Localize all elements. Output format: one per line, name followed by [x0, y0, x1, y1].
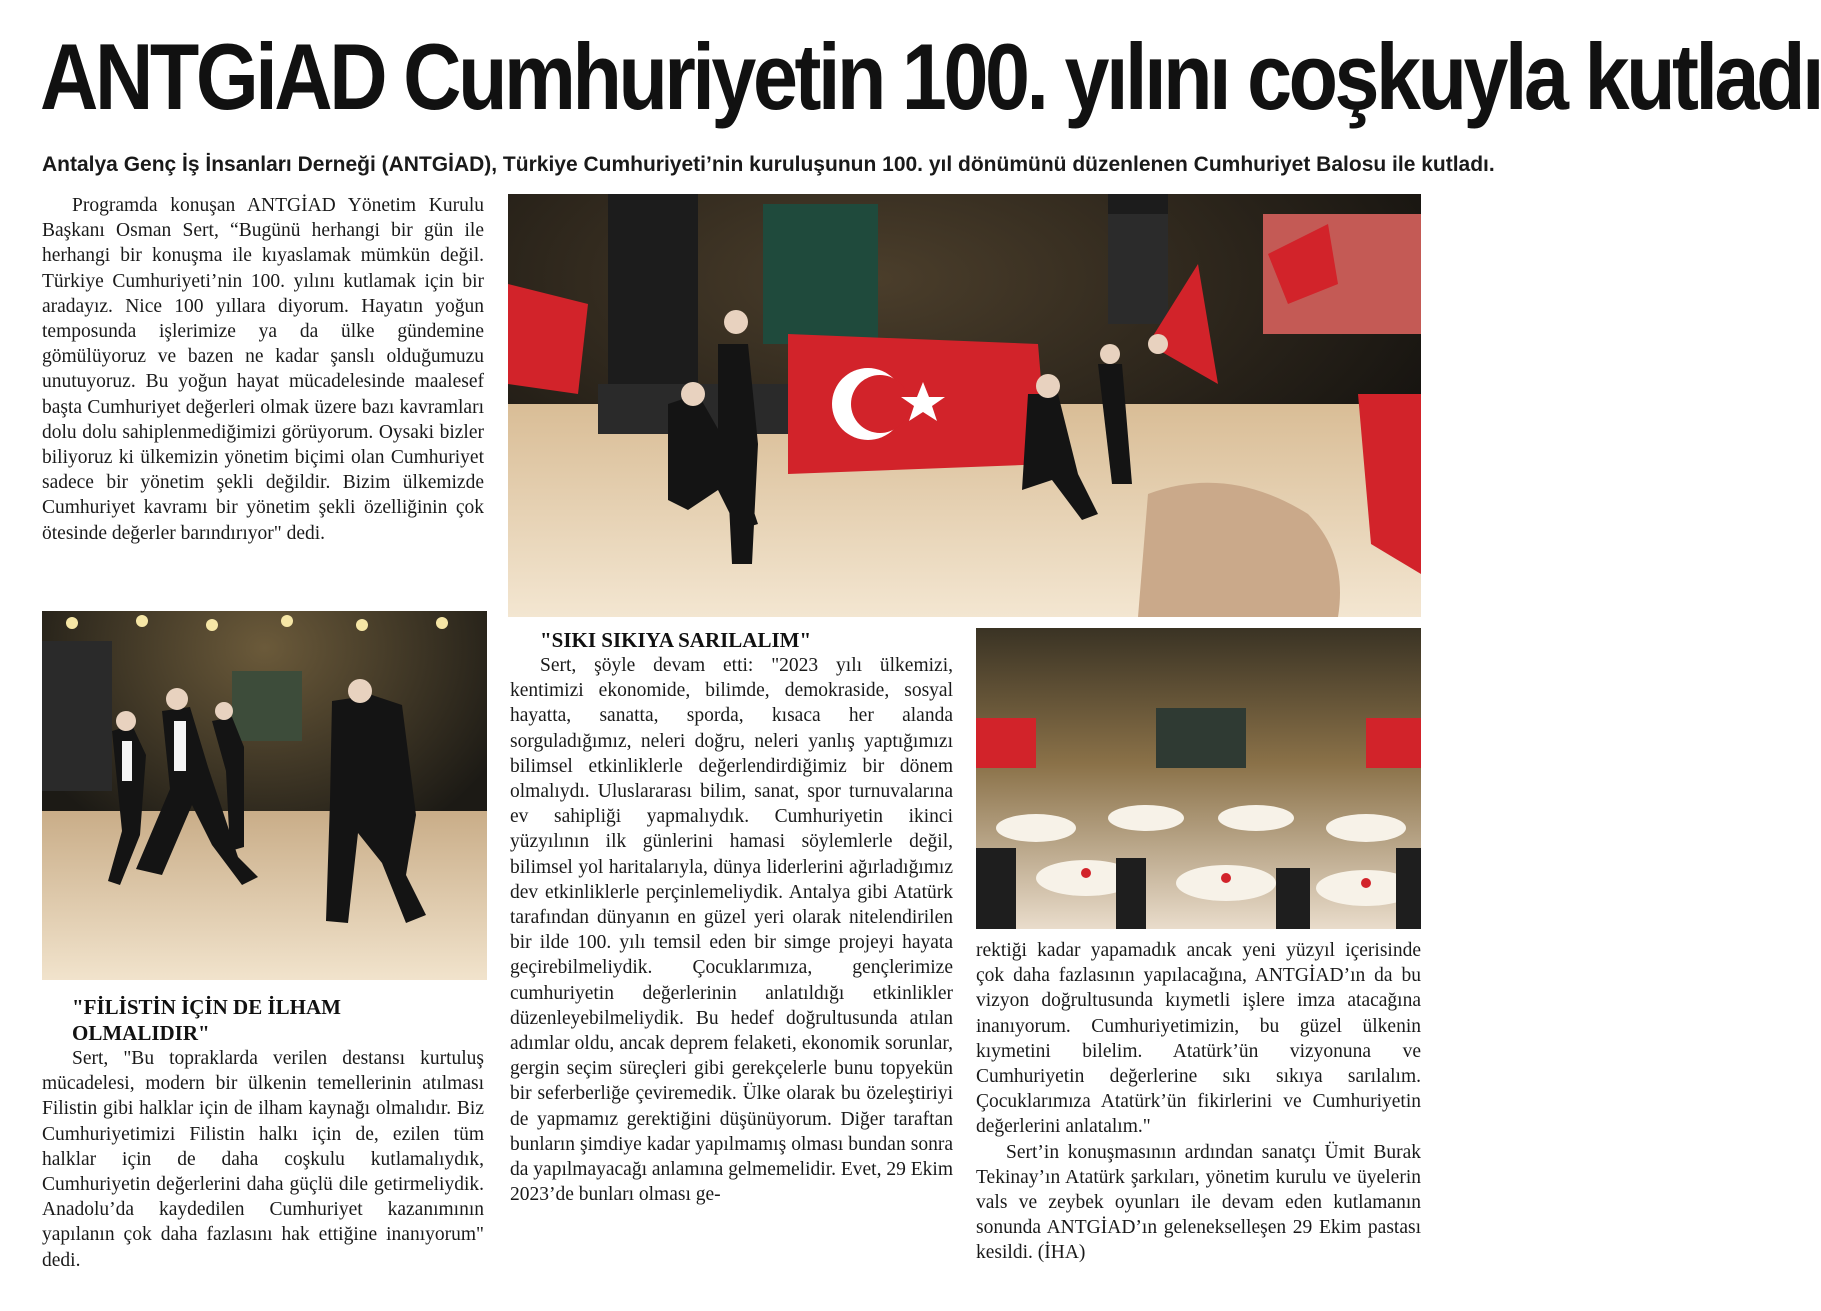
closing-paragraph: Sert’in konuşmasının ardından sanatçı Ümit Burak Tekinay’ın Atatürk şarkıları, yönetim kurulu ve üyelerin vals ve zeybek oyunları ile devam eden kutlamanın sonunda ANTGİAD’ın gelenekselleşen 29 Ekim pastası kesildi. (İHA) — [976, 1141, 1421, 1264]
intro-column — [42, 193, 484, 546]
subheadline: Antalya Genç İş İnsanları Derneği (ANTGİAD), Türkiye Cumhuriyeti’nin kuruluşunun 100. yıl dönümünü düzenlenen Cumhuriyet Balosu ile kutladı. — [42, 153, 1495, 176]
intro-paragraph: Programda konuşan ANTGİAD Yönetim Kurulu Başkanı Osman Sert, “Bugünü herhangi bir gün ile herhangi bir konuşma ile kıyaslamak mümkün değil. Türkiye Cumhuriyeti’nin 100. yılını kutlamak için bir aradayız. Nice 100 yıllara diyorum. Hayatın yoğun temposunda işlerimize ya da ülke gündemine gömülüyoruz ve bazen ne kadar şanslı olduğumuzu unutuyoruz. Bu yoğun hayat mücadelesinde maalesef başta Cumhuriyet değerleri olmak üzere bazı kavramları dolu dolu sahiplenmediğimizi görüyorum. Oysaki bizler biliyoruz ki ülkemizin yönetim biçimi olan Cumhuriyet sadece bir yönetim şekli değildir. Bizim ülkemizde Cumhuriyet kavramı bir yönetim şekli özelliğinin çok ötesinde değerler barındırıyor" dedi. — [42, 195, 484, 544]
section2-column — [510, 653, 953, 1207]
section2-body-part2: rektiği kadar yapamadık ancak yeni yüzyıl içerisinde çok daha fazlasının yapılacağına, ANTGİAD’ın da bu vizyon doğrultusunda kıymetli işlere imza atacağına inanıyorum. Cumhuriyetimizin, bu güzel ülkenin kıymetini bilelim. Atatürk’ün vizyonuna ve Cumhuriyetin değerlerine sıkı sıkıya sarılalım. Çocuklarımıza Atatürk’ün fikirlerini ve Cumhuriyetin değerlerini anlatalım." — [976, 940, 1421, 1138]
photo-zeybek-dancers — [42, 611, 487, 980]
gala-hall-illustration — [976, 628, 1421, 929]
dancers-illustration — [42, 611, 487, 980]
photo-flag-dance — [508, 194, 1421, 617]
section-heading-filistin: "FİLİSTİN İÇİN DE İLHAM OLMALIDIR" — [72, 995, 341, 1045]
section2-continued-column — [976, 938, 1421, 1266]
section1-body: Sert, "Bu topraklarda verilen destansı kurtuluş mücadelesi, modern bir ülkenin temellerinin atılması Filistin gibi halklar için de ilham kaynağı olmalıdır. Biz Cumhuriyetimizi Filistin halkı için de, ezilen tüm halklar için de daha coşkulu kutlamalıydık, Cumhuriyetin değerlerini daha güçlü dile getirmeliydik. Anadolu’da kaydedilen Cumhuriyet kazanımının yapılanın çok daha fazlasını hak ettiğine inanıyorum" dedi. — [42, 1048, 484, 1271]
headline: ANTGiAD Cumhuriyetin 100. yılını coşkuyla kutladı — [40, 24, 1821, 129]
section2-body-part1: Sert, şöyle devam etti: "2023 yılı ülkemizi, kentimizi ekonomide, bilimde, demokraside, sosyal hayatta, sanatta, sporda, kısaca her alanda sorguladığımız, neleri doğru, neleri yanlış yaptığımızı bilimsel etkinliklerle değerlendirdiğimiz bir dönem olmalıydı. Uluslararası bilim, sanat, spor turnuvalarına ev sahipliği yapmalıydık. Cumhuriyetin ikinci yüzyılının ilk günlerini hamasi söylemlerle değil, bilimsel yol haritalarıyla, dünya liderlerini ağırladığımız dev etkinliklerle perçinlemeliydik. Antalya gibi Atatürk tarafından dünyanın en güzel yeri olarak nitelendirilen bir ilde 100. yılı temsil eden bir simge projeyi hayata geçirebilmeliydik. Çocuklarımıza, gençlerimize cumhuriyetin değerlerinin anlatıldığı etkinlikler düzenleyebilmeliydik. Bu hedef doğrultusunda atılan adımlar oldu, ancak deprem felaketi, ekonomik sorunlar, gergin seçim süreçleri gibi gerekçelerle bunu topyekün bir seferberliğe çeviremedik. Ülke olarak bu özeleştiriyi de yapmamız gerektiğini düşünüyorum. Diğer taraftan bunların şimdiye kadar yapılmamış olması bundan sonra da yapılmayacağı anlamına gelmemelidir. Evet, 29 Ekim 2023’de bunları olması ge- — [510, 655, 953, 1206]
flag-dance-illustration — [508, 194, 1421, 617]
photo-gala-hall — [976, 628, 1421, 929]
section-heading-sarilalim: "SIKI SIKIYA SARILALIM" — [540, 628, 812, 652]
section1-column — [42, 1046, 484, 1273]
